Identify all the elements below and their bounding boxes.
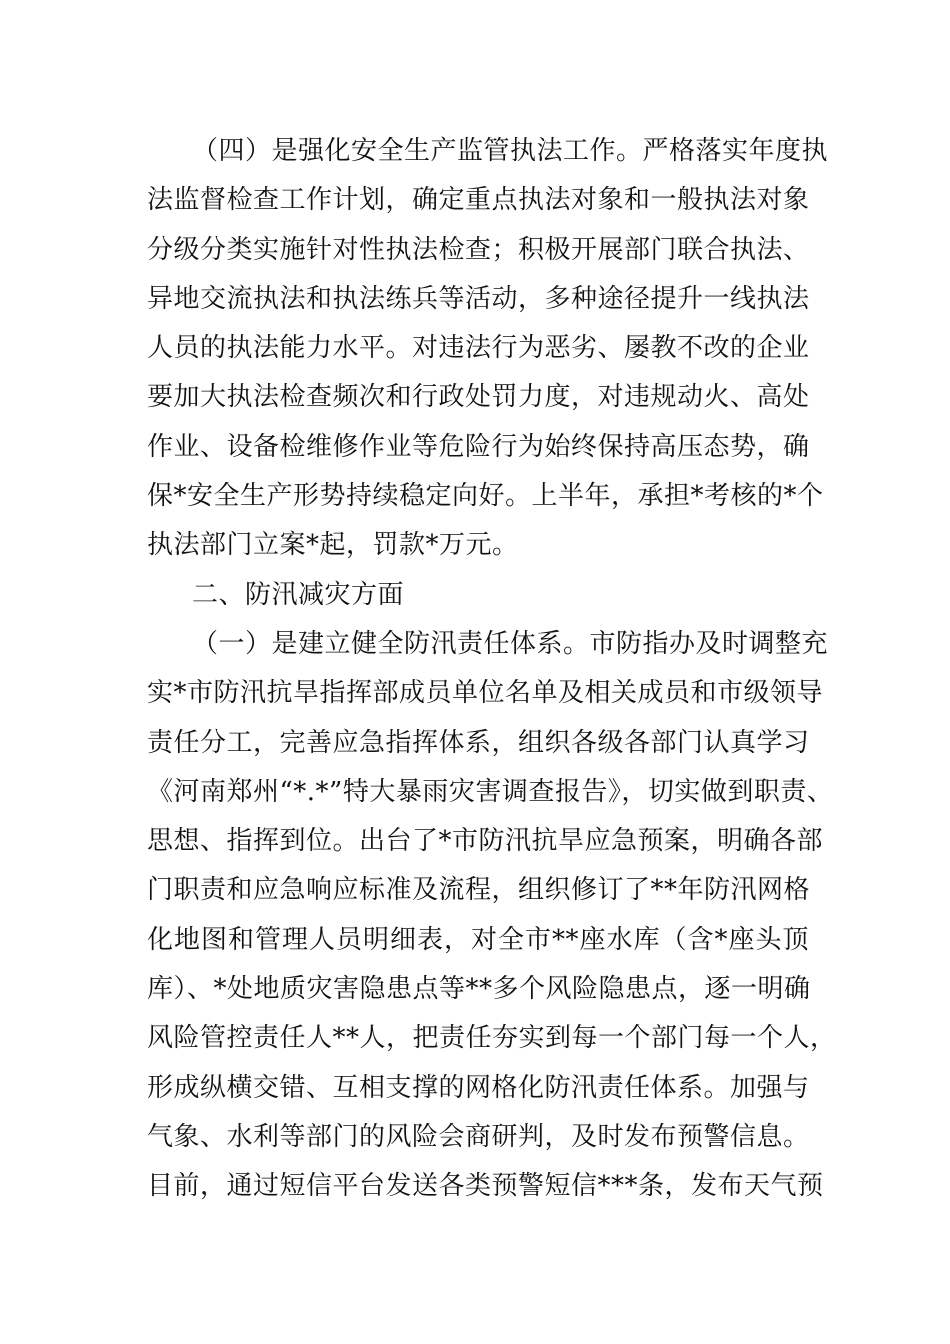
paragraph-line: 实*市防汛抗旱指挥部成员单位名单及相关成员和市级领导 bbox=[147, 678, 824, 709]
paragraph-line: 气象、水利等部门的风险会商研判，及时发布预警信息。 bbox=[147, 1121, 810, 1152]
paragraph-line: 法监督检查工作计划，确定重点执法对象和一般执法对象 bbox=[147, 185, 810, 216]
paragraph-line: 目前，通过短信平台发送各类预警短信***条，发布天气预 bbox=[147, 1171, 824, 1202]
paragraph-line: 执法部门立案*起，罚款*万元。 bbox=[147, 530, 519, 561]
paragraph-line: 要加大执法检查频次和行政处罚力度，对违规动火、高处 bbox=[147, 382, 810, 413]
paragraph-line: 保*安全生产形势持续稳定向好。上半年，承担*考核的*个 bbox=[147, 481, 824, 512]
paragraph-line: 化地图和管理人员明细表，对全市**座水库（含*座头顶 bbox=[147, 924, 809, 955]
paragraph-line: 作业、设备检维修作业等危险行为始终保持高压态势，确 bbox=[147, 431, 810, 462]
paragraph-line: 思想、指挥到位。出台了*市防汛抗旱应急预案，明确各部 bbox=[147, 826, 824, 857]
paragraph-line: （四）是强化安全生产监管执法工作。严格落实年度执 bbox=[192, 136, 829, 166]
paragraph-line: 分级分类实施针对性执法检查；积极开展部门联合执法、 bbox=[147, 234, 810, 265]
section-heading: 二、防汛减灾方面 bbox=[192, 579, 405, 610]
paragraph-line: 《河南郑州“*.*”特大暴雨灾害调查报告》，切实做到职责、 bbox=[147, 776, 834, 807]
paragraph-line: （一）是建立健全防汛责任体系。市防指办及时调整充 bbox=[192, 628, 829, 659]
paragraph-line: 人员的执法能力水平。对违法行为恶劣、屡教不改的企业 bbox=[147, 333, 810, 364]
paragraph-line: 库）、*处地质灾害隐患点等**多个风险隐患点，逐一明确 bbox=[147, 974, 811, 1005]
paragraph-line: 异地交流执法和执法练兵等活动，多种途径提升一线执法 bbox=[147, 283, 810, 314]
document-body bbox=[147, 127, 837, 1212]
paragraph-line: 风险管控责任人**人，把责任夯实到每一个部门每一个人， bbox=[147, 1023, 837, 1054]
paragraph-line: 门职责和应急响应标准及流程，组织修订了**年防汛网格 bbox=[147, 875, 811, 906]
paragraph-line: 责任分工，完善应急指挥体系，组织各级各部门认真学习 bbox=[147, 727, 810, 758]
paragraph-line: 形成纵横交错、互相支撑的网格化防汛责任体系。加强与 bbox=[147, 1072, 810, 1103]
